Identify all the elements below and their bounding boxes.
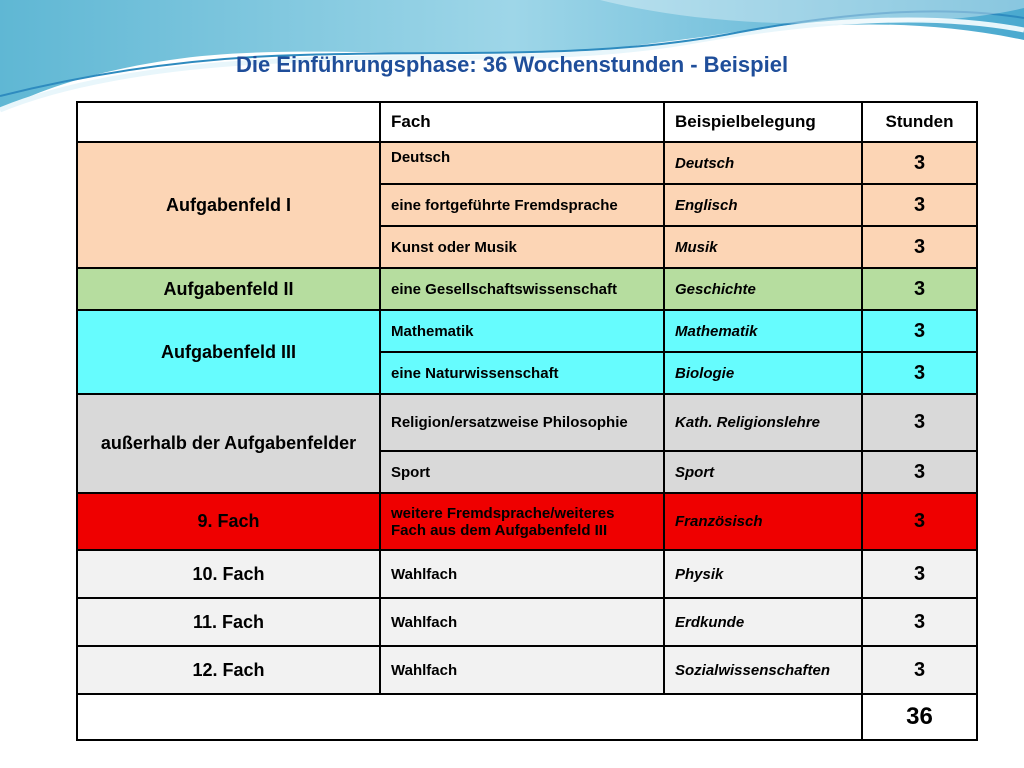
beispielbelegung-cell: Erdkunde xyxy=(664,598,862,646)
beispielbelegung-cell: Sport xyxy=(664,451,862,493)
group-cell: 12. Fach xyxy=(77,646,380,694)
header-cell-fach: Fach xyxy=(380,102,664,142)
beispielbelegung-cell: Französisch xyxy=(664,493,862,550)
group-cell: außerhalb der Aufgabenfelder xyxy=(77,394,380,493)
fach-cell: Wahlfach xyxy=(380,550,664,598)
beispielbelegung-cell: Deutsch xyxy=(664,142,862,184)
fach-cell: weitere Fremdsprache/weiteres Fach aus dem Aufgabenfeld III xyxy=(380,493,664,550)
fach-cell: Deutsch xyxy=(380,142,664,184)
fach-cell: eine Gesellschaftswissenschaft xyxy=(380,268,664,310)
stunden-cell: 3 xyxy=(862,268,977,310)
table-header-row xyxy=(77,102,977,142)
total-row xyxy=(77,694,977,740)
beispielbelegung-cell: Biologie xyxy=(664,352,862,394)
group-cell: 9. Fach xyxy=(77,493,380,550)
table-row xyxy=(77,493,977,550)
fach-cell: eine Naturwissenschaft xyxy=(380,352,664,394)
fach-cell: Sport xyxy=(380,451,664,493)
header-cell-group xyxy=(77,102,380,142)
curriculum-table xyxy=(76,101,978,741)
stunden-cell: 3 xyxy=(862,550,977,598)
header-cell-beispielbelegung: Beispielbelegung xyxy=(664,102,862,142)
stunden-cell: 3 xyxy=(862,184,977,226)
fach-cell: eine fortgeführte Fremdsprache xyxy=(380,184,664,226)
beispielbelegung-cell: Geschichte xyxy=(664,268,862,310)
total-hours-cell: 36 xyxy=(862,694,977,740)
stunden-cell: 3 xyxy=(862,352,977,394)
beispielbelegung-cell: Kath. Religionslehre xyxy=(664,394,862,451)
stunden-cell: 3 xyxy=(862,142,977,184)
group-cell: 10. Fach xyxy=(77,550,380,598)
fach-cell: Kunst oder Musik xyxy=(380,226,664,268)
fach-cell: Religion/ersatzweise Philosophie xyxy=(380,394,664,451)
total-blank-cell xyxy=(77,694,862,740)
table-row xyxy=(77,394,977,451)
header-cell-stunden: Stunden xyxy=(862,102,977,142)
table-row xyxy=(77,550,977,598)
group-cell: 11. Fach xyxy=(77,598,380,646)
table-row xyxy=(77,310,977,352)
beispielbelegung-cell: Mathematik xyxy=(664,310,862,352)
fach-cell: Wahlfach xyxy=(380,646,664,694)
fach-cell: Mathematik xyxy=(380,310,664,352)
stunden-cell: 3 xyxy=(862,598,977,646)
table-row xyxy=(77,268,977,310)
table-row xyxy=(77,646,977,694)
group-cell: Aufgabenfeld I xyxy=(77,142,380,268)
beispielbelegung-cell: Physik xyxy=(664,550,862,598)
table-row xyxy=(77,142,977,184)
beispielbelegung-cell: Englisch xyxy=(664,184,862,226)
stunden-cell: 3 xyxy=(862,394,977,451)
beispielbelegung-cell: Musik xyxy=(664,226,862,268)
stunden-cell: 3 xyxy=(862,493,977,550)
beispielbelegung-cell: Sozialwissenschaften xyxy=(664,646,862,694)
page-title: Die Einführungsphase: 36 Wochenstunden - Beispiel xyxy=(235,52,789,77)
stunden-cell: 3 xyxy=(862,310,977,352)
stunden-cell: 3 xyxy=(862,646,977,694)
stunden-cell: 3 xyxy=(862,226,977,268)
fach-cell: Wahlfach xyxy=(380,598,664,646)
group-cell: Aufgabenfeld III xyxy=(77,310,380,394)
stunden-cell: 3 xyxy=(862,451,977,493)
group-cell: Aufgabenfeld II xyxy=(77,268,380,310)
table-row xyxy=(77,598,977,646)
